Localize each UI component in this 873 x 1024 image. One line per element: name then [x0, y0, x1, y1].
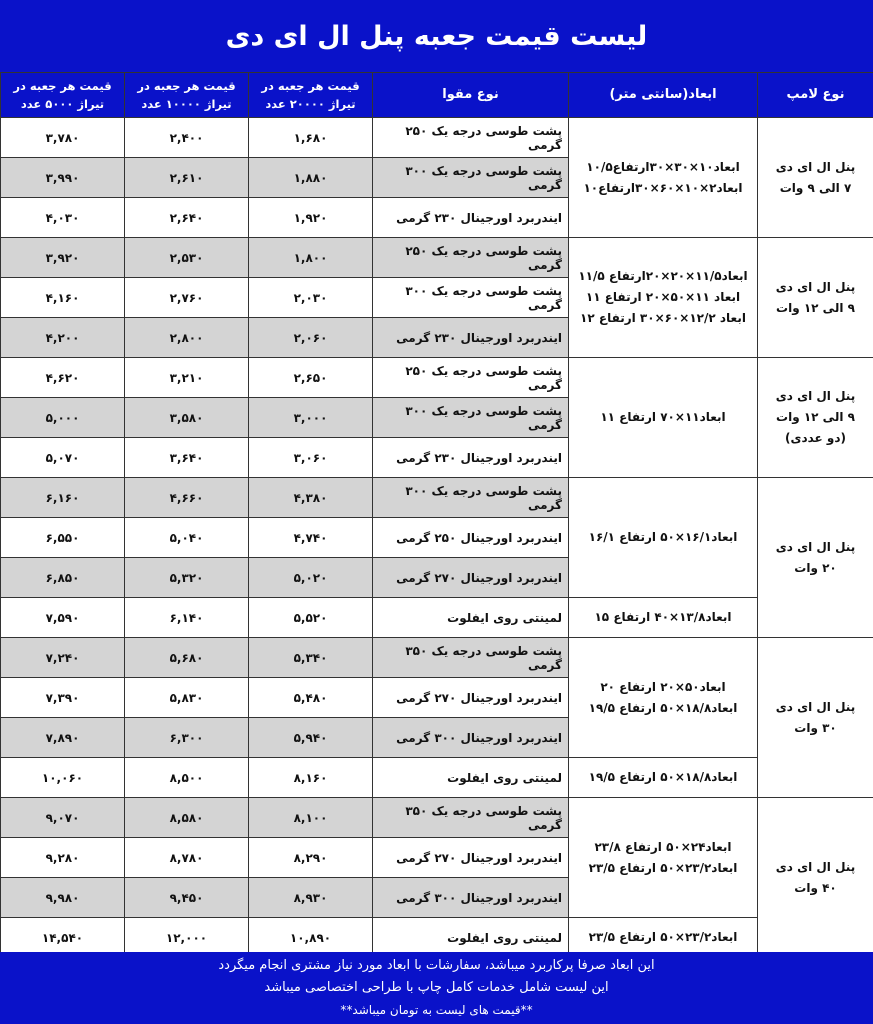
price-10000-cell: ۲,۷۶۰	[125, 278, 249, 318]
price-10000-cell: ۲,۴۰۰	[125, 118, 249, 158]
dimension-line: ابعاد۱۱×۷۰ ارتفاع ۱۱	[600, 410, 726, 424]
price-10000-cell: ۳,۶۴۰	[125, 438, 249, 478]
price-10000-cell: ۵,۰۴۰	[125, 518, 249, 558]
header-dimensions: ابعاد(سانتی متر)	[569, 73, 758, 118]
material-cell: ایندربرد اورجینال ۲۷۰ گرمی	[373, 678, 569, 718]
price-20000-cell: ۱,۸۰۰	[249, 238, 373, 278]
material-cell: پشت طوسی درجه یک ۲۵۰ گرمی	[373, 238, 569, 278]
material-cell: پشت طوسی درجه یک ۳۰۰ گرمی	[373, 158, 569, 198]
lamp-type-cell	[758, 118, 873, 238]
footer-notes	[0, 952, 873, 1024]
material-cell: پشت طوسی درجه یک ۳۰۰ گرمی	[373, 398, 569, 438]
price-5000-cell: ۵,۰۰۰	[1, 398, 125, 438]
price-20000-cell: ۸,۹۳۰	[249, 878, 373, 918]
price-10000-cell: ۹,۴۵۰	[125, 878, 249, 918]
price-20000-cell: ۵,۵۲۰	[249, 598, 373, 638]
price-5000-cell: ۳,۹۹۰	[1, 158, 125, 198]
lamp-type-line: پنل ال ای دی	[775, 389, 856, 403]
lamp-type-line: پنل ال ای دی	[775, 279, 856, 294]
lamp-type-line: ۲۰ وات	[794, 560, 837, 575]
price-20000-cell: ۵,۴۸۰	[249, 678, 373, 718]
price-10000-cell: ۸,۵۰۰	[125, 758, 249, 798]
price-10000-cell: ۵,۶۸۰	[125, 638, 249, 678]
material-cell: لمینتی روی ایفلوت	[373, 918, 569, 958]
table-row	[1, 358, 873, 398]
price-10000-cell: ۶,۳۰۰	[125, 718, 249, 758]
footer-line-1: این ابعاد صرفا پرکاربرد میباشد، سفارشات با ابعاد مورد نیاز مشتری انجام میگردد	[218, 958, 655, 973]
price-5000-cell: ۴,۶۲۰	[1, 358, 125, 398]
lamp-type-line: (دو عددی)	[784, 431, 847, 445]
price-5000-cell: ۱۰,۰۶۰	[1, 758, 125, 798]
price-5000-cell: ۷,۳۹۰	[1, 678, 125, 718]
material-cell: پشت طوسی درجه یک ۳۵۰ گرمی	[373, 798, 569, 838]
price-10000-cell: ۶,۱۴۰	[125, 598, 249, 638]
price-table-body	[1, 118, 873, 958]
dimension-line: ابعاد۲۴×۵۰ ارتفاع ۲۳/۸	[594, 839, 732, 854]
price-5000-cell: ۴,۱۶۰	[1, 278, 125, 318]
dimension-line: ابعاد۱۰×۳۰×۳۰ارتفاع۱۰/۵	[586, 159, 740, 174]
lamp-type-line: پنل ال ای دی	[775, 699, 856, 714]
table-row	[1, 798, 873, 838]
material-cell: ایندربرد اورجینال ۲۷۰ گرمی	[373, 838, 569, 878]
dimensions-cell	[569, 118, 758, 238]
price-20000-cell: ۱۰,۸۹۰	[249, 918, 373, 958]
material-cell: ایندربرد اورجینال ۳۰۰ گرمی	[373, 878, 569, 918]
material-cell: پشت طوسی درجه یک ۳۵۰ گرمی	[373, 638, 569, 678]
header-price-10000: قیمت هر جعبه در تیراژ ۱۰۰۰۰ عدد	[125, 73, 249, 118]
price-5000-cell: ۶,۵۵۰	[1, 518, 125, 558]
header-price-20000: قیمت هر جعبه در تیراژ ۲۰۰۰۰ عدد	[249, 73, 373, 118]
lamp-type-cell	[758, 478, 873, 638]
price-20000-cell: ۳,۰۰۰	[249, 398, 373, 438]
lamp-type-line: ۹ الی ۱۲ وات	[776, 410, 855, 424]
footer-line-2: این لیست شامل خدمات کامل چاپ با طراحی اختصاصی میباشد	[264, 980, 609, 995]
table-row	[1, 638, 873, 678]
price-20000-cell: ۲,۰۳۰	[249, 278, 373, 318]
lamp-type-line: پنل ال ای دی	[775, 159, 856, 174]
price-10000-cell: ۵,۳۲۰	[125, 558, 249, 598]
material-cell: پشت طوسی درجه یک ۳۰۰ گرمی	[373, 478, 569, 518]
price-5000-cell: ۶,۸۵۰	[1, 558, 125, 598]
price-10000-cell: ۳,۲۱۰	[125, 358, 249, 398]
table-row	[1, 478, 873, 518]
lamp-type-line: ۷ الی ۹ وات	[779, 180, 852, 195]
lamp-type-cell	[758, 798, 873, 958]
dimensions-cell	[569, 758, 758, 798]
price-5000-cell: ۷,۸۹۰	[1, 718, 125, 758]
price-10000-cell: ۵,۸۳۰	[125, 678, 249, 718]
material-cell: پشت طوسی درجه یک ۳۰۰ گرمی	[373, 278, 569, 318]
price-5000-cell: ۶,۱۶۰	[1, 478, 125, 518]
price-10000-cell: ۱۲,۰۰۰	[125, 918, 249, 958]
dimension-line: ابعاد۲×۱۰×۶۰×۳۰ارتفاع۱۰	[583, 180, 743, 195]
material-cell: ایندربرد اورجینال ۲۳۰ گرمی	[373, 438, 569, 478]
price-20000-cell: ۵,۳۴۰	[249, 638, 373, 678]
price-20000-cell: ۱,۹۲۰	[249, 198, 373, 238]
material-cell: ایندربرد اورجینال ۲۷۰ گرمی	[373, 558, 569, 598]
dimension-line: ابعاد۲۳/۲×۵۰ ارتفاع ۲۳/۵	[588, 860, 738, 875]
table-row	[1, 598, 873, 638]
lamp-type-cell	[758, 238, 873, 358]
price-20000-cell: ۱,۶۸۰	[249, 118, 373, 158]
price-10000-cell: ۲,۶۱۰	[125, 158, 249, 198]
price-5000-cell: ۹,۲۸۰	[1, 838, 125, 878]
dimensions-cell	[569, 358, 758, 478]
dimensions-cell	[569, 478, 758, 598]
material-cell: پشت طوسی درجه یک ۲۵۰ گرمی	[373, 358, 569, 398]
price-5000-cell: ۷,۲۴۰	[1, 638, 125, 678]
lamp-type-cell	[758, 358, 873, 478]
price-table	[0, 72, 873, 958]
price-5000-cell: ۴,۰۳۰	[1, 198, 125, 238]
price-20000-cell: ۲,۶۵۰	[249, 358, 373, 398]
price-20000-cell: ۸,۲۹۰	[249, 838, 373, 878]
price-10000-cell: ۴,۶۶۰	[125, 478, 249, 518]
price-20000-cell: ۴,۳۸۰	[249, 478, 373, 518]
dimensions-cell	[569, 598, 758, 638]
price-10000-cell: ۲,۸۰۰	[125, 318, 249, 358]
price-5000-cell: ۳,۷۸۰	[1, 118, 125, 158]
price-20000-cell: ۳,۰۶۰	[249, 438, 373, 478]
table-header-row	[1, 73, 873, 118]
page-title: لیست قیمت جعبه پنل ال ای دی	[0, 0, 873, 72]
price-5000-cell: ۹,۹۸۰	[1, 878, 125, 918]
footer-line-3: **قیمت های لیست به تومان میباشد**	[340, 1003, 533, 1017]
header-lamp-type: نوع لامپ	[758, 73, 873, 118]
price-20000-cell: ۵,۰۲۰	[249, 558, 373, 598]
table-row	[1, 758, 873, 798]
lamp-type-line: پنل ال ای دی	[775, 539, 856, 554]
price-10000-cell: ۲,۶۴۰	[125, 198, 249, 238]
dimensions-cell	[569, 638, 758, 758]
price-20000-cell: ۸,۱۰۰	[249, 798, 373, 838]
dimension-line: ابعاد۲۳/۲×۵۰ ارتفاع ۲۳/۵	[588, 930, 738, 944]
dimension-line: ابعاد۵۰×۲۰ ارتفاع ۲۰	[600, 679, 726, 694]
price-20000-cell: ۱,۸۸۰	[249, 158, 373, 198]
dimension-line: ابعاد۱۸/۸×۵۰ ارتفاع ۱۹/۵	[588, 700, 738, 715]
material-cell: ایندربرد اورجینال ۳۰۰ گرمی	[373, 718, 569, 758]
dimensions-cell	[569, 798, 758, 918]
material-cell: پشت طوسی درجه یک ۲۵۰ گرمی	[373, 118, 569, 158]
material-cell: ایندربرد اورجینال ۲۳۰ گرمی	[373, 318, 569, 358]
price-5000-cell: ۷,۵۹۰	[1, 598, 125, 638]
lamp-type-cell	[758, 638, 873, 798]
material-cell: لمینتی روی ایفلوت	[373, 758, 569, 798]
dimension-line: ابعاد۱۳/۸×۴۰ ارتفاع ۱۵	[594, 610, 732, 624]
price-5000-cell: ۱۴,۵۴۰	[1, 918, 125, 958]
table-row	[1, 238, 873, 278]
lamp-type-line: ۴۰ وات	[794, 880, 837, 895]
material-cell: لمینتی روی ایفلوت	[373, 598, 569, 638]
price-10000-cell: ۸,۷۸۰	[125, 838, 249, 878]
price-20000-cell: ۲,۰۶۰	[249, 318, 373, 358]
price-5000-cell: ۵,۰۷۰	[1, 438, 125, 478]
lamp-type-line: ۳۰ وات	[794, 720, 837, 735]
material-cell: ایندربرد اورجینال ۲۳۰ گرمی	[373, 198, 569, 238]
dimension-line: ابعاد۱۶/۱×۵۰ ارتفاع ۱۶/۱	[588, 530, 738, 544]
price-5000-cell: ۴,۲۰۰	[1, 318, 125, 358]
price-20000-cell: ۵,۹۴۰	[249, 718, 373, 758]
price-10000-cell: ۳,۵۸۰	[125, 398, 249, 438]
dimension-line: ابعاد ۱۲/۲×۶۰×۳۰ ارتفاع ۱۲	[580, 311, 746, 325]
dimension-line: ابعاد۱۱/۵×۲۰×۲۰ارتفاع ۱۱/۵	[578, 269, 748, 283]
price-5000-cell: ۳,۹۲۰	[1, 238, 125, 278]
price-10000-cell: ۲,۵۳۰	[125, 238, 249, 278]
price-5000-cell: ۹,۰۷۰	[1, 798, 125, 838]
price-20000-cell: ۴,۷۴۰	[249, 518, 373, 558]
material-cell: ایندربرد اورجینال ۲۵۰ گرمی	[373, 518, 569, 558]
dimensions-cell	[569, 238, 758, 358]
header-material: نوع مقوا	[373, 73, 569, 118]
price-10000-cell: ۸,۵۸۰	[125, 798, 249, 838]
lamp-type-line: ۹ الی ۱۲ وات	[776, 300, 855, 315]
price-20000-cell: ۸,۱۶۰	[249, 758, 373, 798]
table-row	[1, 118, 873, 158]
dimension-line: ابعاد ۱۱×۵۰×۲۰ ارتفاع ۱۱	[585, 290, 741, 304]
lamp-type-line: پنل ال ای دی	[775, 859, 856, 874]
dimension-line: ابعاد۱۸/۸×۵۰ ارتفاع ۱۹/۵	[588, 770, 738, 784]
header-price-5000: قیمت هر جعبه در تیراژ ۵۰۰۰ عدد	[1, 73, 125, 118]
